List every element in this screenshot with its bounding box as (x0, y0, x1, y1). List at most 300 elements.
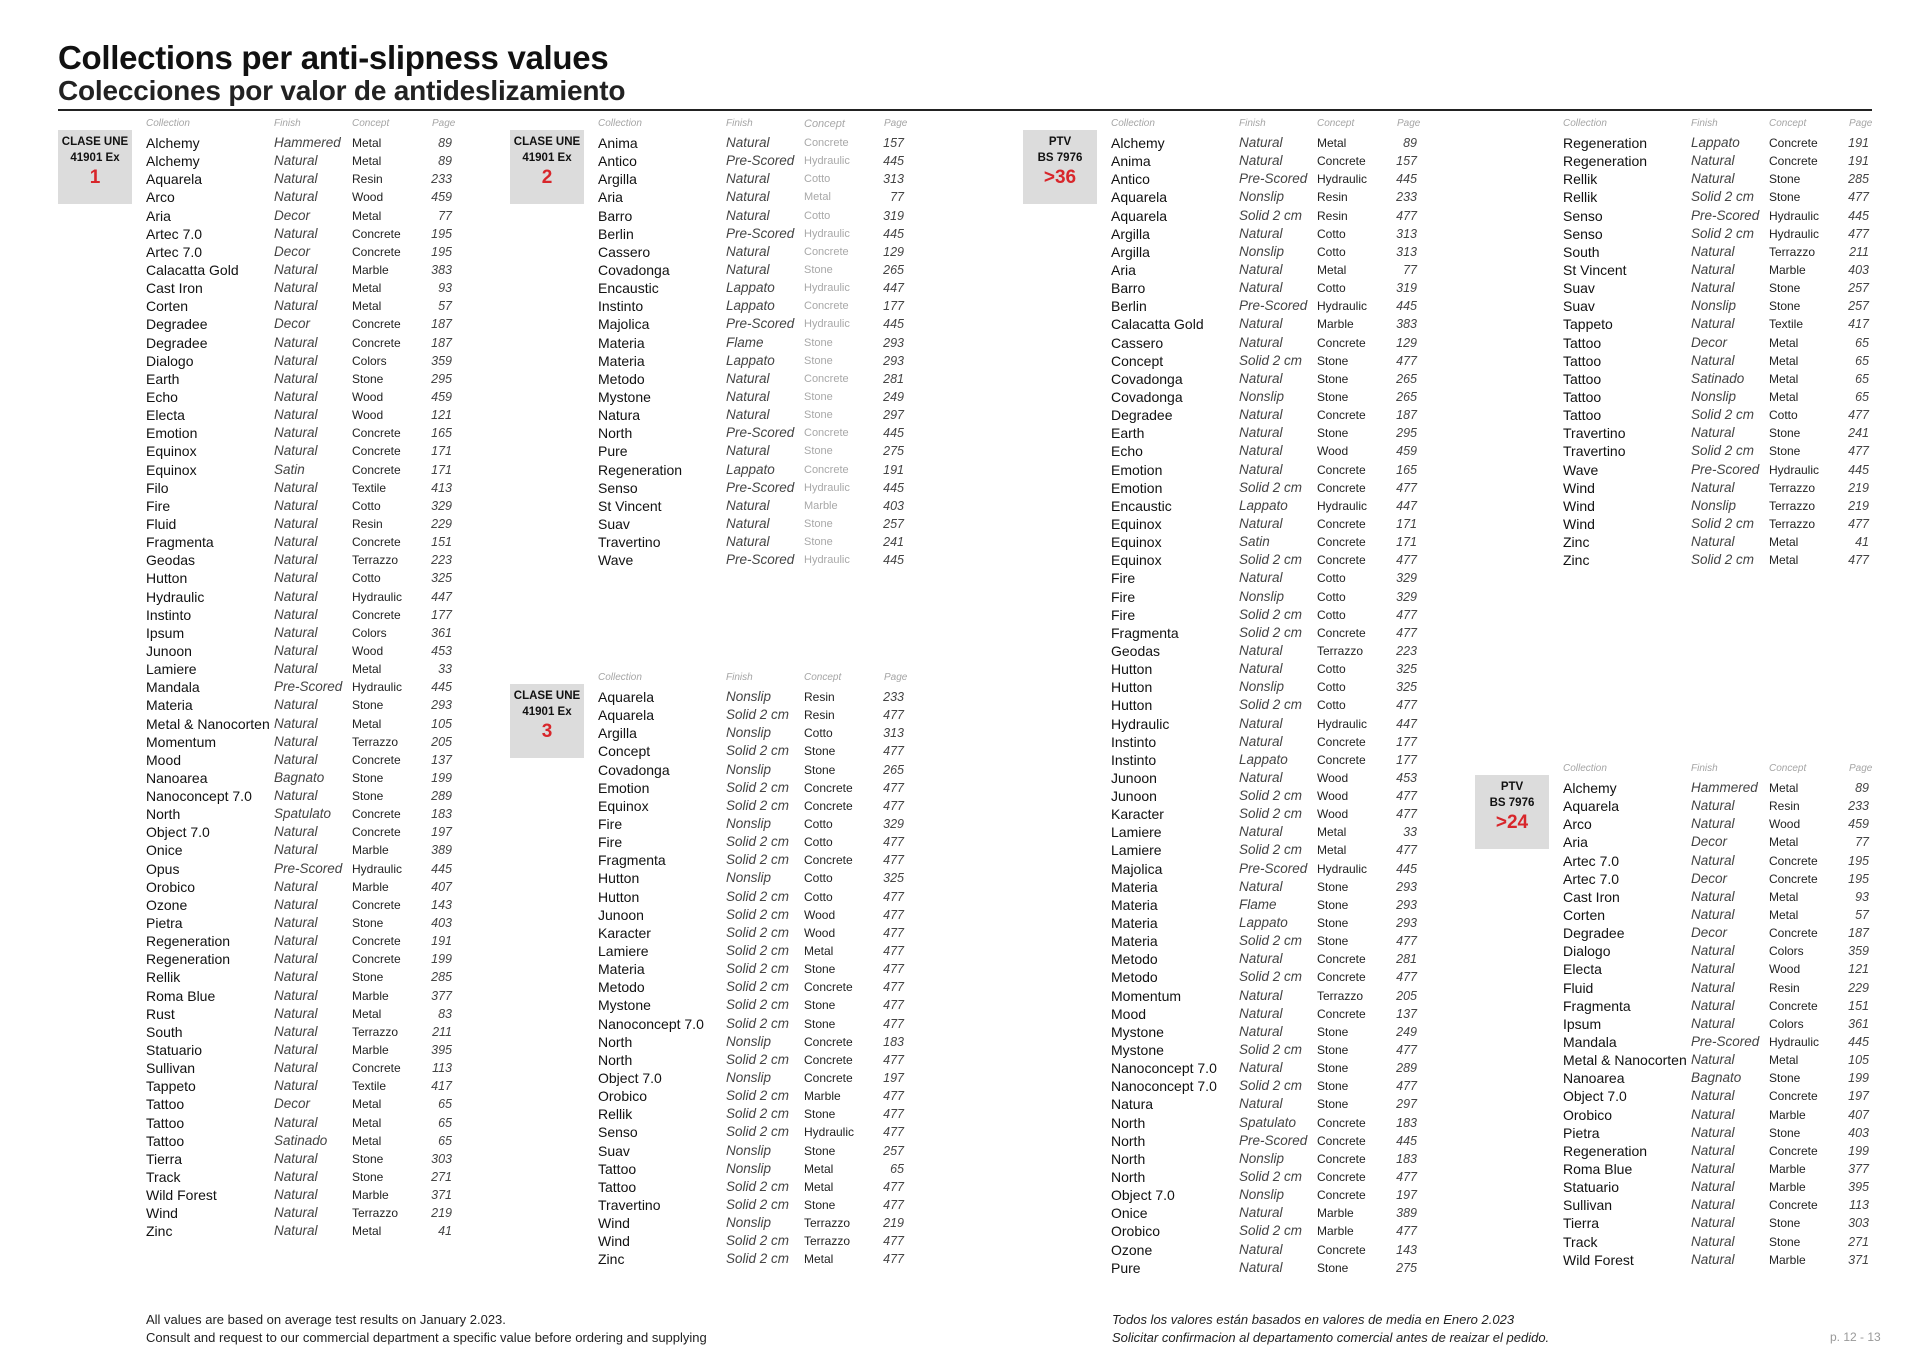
page-cell: 89 (438, 136, 452, 150)
page-cell: 477 (1848, 516, 1869, 531)
finish-cell: Solid 2 cm (726, 1015, 790, 1031)
concept-cell: Marble (352, 262, 389, 277)
concept-cell: Marble (1317, 1224, 1354, 1239)
page-cell: 477 (883, 1052, 904, 1067)
concept-cell: Concrete (1769, 1198, 1818, 1213)
collection-name: Aquarela (1111, 207, 1168, 224)
page-cell: 233 (1848, 799, 1869, 814)
page-cell: 113 (432, 1061, 452, 1076)
concept-cell: Stone (1317, 897, 1349, 912)
finish-cell: Solid 2 cm (1239, 1169, 1303, 1185)
finish-cell: Natural (274, 334, 318, 350)
page-cell: 293 (883, 353, 904, 368)
concept-cell: Colors (1769, 944, 1804, 959)
collection-name: Mood (146, 751, 182, 768)
collection-name: Materia (1111, 915, 1158, 932)
concept-cell: Cotto (1317, 662, 1346, 677)
page-cell: 361 (431, 625, 452, 640)
page-cell: 57 (438, 299, 452, 314)
concept-cell: Cotto (804, 871, 833, 886)
collection-name: Materia (1111, 896, 1158, 913)
concept-cell: Textile (1769, 317, 1804, 332)
concept-cell: Metal (352, 136, 382, 150)
concept-cell: Stone (804, 962, 836, 977)
finish-cell: Natural (274, 189, 318, 205)
collection-name: Orobico (598, 1088, 648, 1105)
finish-cell: Solid 2 cm (1239, 1078, 1303, 1094)
collection-name: Suav (1563, 280, 1595, 297)
page-cell: 187 (1848, 926, 1869, 941)
concept-cell: Hydraulic (804, 282, 850, 295)
collection-name: Rellik (598, 1106, 633, 1123)
collection-name: Natura (598, 407, 641, 424)
collection-name: Cassero (598, 243, 651, 260)
page-cell: 477 (883, 907, 904, 922)
collection-name: Tattoo (146, 1096, 185, 1113)
finish-cell: Solid 2 cm (726, 1106, 790, 1122)
finish-cell: Bagnato (1691, 1070, 1742, 1086)
concept-cell: Concrete (804, 463, 849, 476)
concept-cell: Metal (804, 1161, 834, 1176)
collection-name: Mystone (1111, 1023, 1164, 1040)
finish-cell: Nonslip (1691, 298, 1737, 314)
collection-name: Mystone (598, 997, 651, 1014)
page-cell: 459 (431, 190, 452, 205)
column-header-concept: Concept (1317, 118, 1355, 129)
finish-cell: Natural (274, 1205, 318, 1221)
page-subtitle: Colecciones por valor de antideslizamiento (58, 75, 626, 106)
collection-name: Fire (1111, 588, 1136, 605)
finish-cell: Solid 2 cm (726, 1051, 790, 1067)
finish-cell: Solid 2 cm (726, 779, 790, 795)
collection-name: South (1563, 243, 1600, 260)
page-cell: 41 (1855, 535, 1869, 550)
collection-name: Ipsum (1563, 1015, 1602, 1032)
collection-name: Echo (1111, 443, 1143, 460)
concept-cell: Stone (804, 390, 833, 403)
collection-name: Earth (1111, 425, 1145, 442)
finish-cell: Natural (274, 261, 318, 277)
concept-cell: Concrete (804, 1070, 853, 1085)
page-cell: 477 (1396, 970, 1417, 985)
finish-cell: Decor (1691, 334, 1728, 350)
collection-name: Materia (146, 697, 193, 714)
collection-name: North (598, 1051, 633, 1068)
finish-cell: Solid 2 cm (1239, 479, 1303, 495)
concept-cell: Metal (1769, 835, 1799, 850)
finish-cell: Natural (1691, 280, 1735, 296)
page-cell: 477 (1396, 789, 1417, 804)
concept-cell: Stone (804, 744, 836, 759)
concept-cell: Resin (1317, 190, 1348, 205)
page-cell: 121 (431, 408, 452, 423)
finish-cell: Solid 2 cm (726, 1178, 790, 1194)
finish-cell: Bagnato (274, 769, 325, 785)
collection-name: Materia (1111, 878, 1158, 895)
concept-cell: Textile (352, 480, 387, 495)
concept-cell: Concrete (352, 952, 401, 967)
concept-cell: Concrete (1317, 535, 1366, 550)
concept-cell: Concrete (352, 934, 401, 949)
collection-name: Aria (1111, 261, 1136, 278)
page-cell: 233 (1396, 190, 1417, 205)
concept-cell: Colors (352, 625, 387, 640)
page-cell: 199 (1848, 1071, 1869, 1086)
collection-name: Hutton (1111, 661, 1153, 678)
collection-name: Degradee (146, 334, 208, 351)
concept-cell: Stone (352, 698, 384, 713)
column-header-page: Page (1849, 763, 1873, 774)
finish-cell: Natural (1691, 997, 1735, 1013)
collection-name: Argilla (1111, 243, 1150, 260)
collection-name: Suav (598, 1142, 630, 1159)
concept-cell: Wood (352, 190, 384, 205)
finish-cell: Solid 2 cm (726, 979, 790, 995)
concept-cell: Wood (1317, 807, 1349, 822)
finish-cell: Nonslip (1239, 388, 1285, 404)
collection-name: Encaustic (1111, 497, 1172, 514)
collection-name: Tattoo (146, 1132, 185, 1149)
finish-cell: Natural (274, 878, 318, 894)
page-cell: 313 (1396, 226, 1417, 241)
finish-cell: Lappato (1239, 497, 1288, 513)
page-cell: 459 (431, 389, 452, 404)
page-cell: 197 (431, 825, 452, 840)
page-cell: 89 (1855, 781, 1869, 795)
page-cell: 249 (1396, 1024, 1417, 1039)
finish-cell: Lappato (1239, 751, 1288, 767)
finish-cell: Nonslip (726, 1069, 772, 1085)
collection-name: Hutton (598, 870, 640, 887)
finish-cell: Nonslip (726, 761, 772, 777)
collection-name: Momentum (146, 733, 217, 750)
column-header-collection: Collection (598, 672, 642, 683)
concept-cell: Stone (1317, 389, 1349, 404)
page-cell: 477 (883, 998, 904, 1013)
concept-cell: Metal (352, 299, 382, 314)
concept-cell: Hydraulic (1317, 861, 1368, 876)
collection-name: Wave (1563, 461, 1599, 478)
column-header-finish: Finish (1239, 118, 1266, 129)
collection-name: Roma Blue (1563, 1160, 1633, 1177)
rating-standard-label: CLASE UNE (513, 690, 581, 702)
collection-name: Aria (598, 189, 623, 206)
concept-cell: Stone (804, 998, 836, 1013)
collection-name: Materia (598, 334, 645, 351)
collection-name: Momentum (1111, 987, 1182, 1004)
concept-cell: Marble (1769, 1180, 1806, 1195)
concept-cell: Concrete (804, 1052, 853, 1067)
page-cell: 359 (431, 353, 452, 368)
concept-cell: Marble (352, 879, 389, 894)
finish-cell: Natural (274, 552, 318, 568)
finish-cell: Natural (726, 370, 770, 386)
page-cell: 325 (431, 571, 452, 586)
concept-cell: Stone (1317, 1079, 1349, 1094)
finish-cell: Natural (726, 243, 770, 259)
rating-value: >36 (1043, 167, 1077, 188)
collection-name: Mandala (146, 679, 200, 696)
collection-name: Covadonga (598, 261, 670, 278)
concept-cell: Concrete (1317, 1151, 1366, 1166)
concept-cell: Stone (1317, 934, 1349, 949)
collection-name: Zinc (598, 1251, 625, 1268)
page-cell: 329 (431, 498, 452, 513)
collection-name: Cast Iron (146, 280, 203, 297)
page-cell: 417 (431, 1079, 452, 1094)
concept-cell: Concrete (1317, 480, 1366, 495)
concept-cell: Marble (1769, 1161, 1806, 1176)
page-cell: 199 (431, 770, 452, 785)
concept-cell: Stone (804, 1016, 836, 1031)
collection-name: Lamiere (1111, 824, 1162, 841)
page-cell: 129 (1396, 335, 1417, 350)
collection-name: Arco (1563, 816, 1592, 833)
finish-cell: Natural (1691, 425, 1735, 441)
page-cell: 171 (1396, 516, 1417, 531)
concept-cell: Colors (352, 353, 387, 368)
collection-name: Artec 7.0 (146, 225, 203, 242)
page-cell: 65 (1855, 371, 1869, 386)
finish-cell: Natural (1691, 1160, 1735, 1176)
page-cell: 477 (1396, 1170, 1417, 1185)
finish-cell: Hammered (1691, 780, 1758, 795)
collection-name: Onice (1111, 1205, 1148, 1222)
collection-name: Fire (598, 815, 623, 832)
page-cell: 477 (1396, 843, 1417, 858)
collection-name: Argilla (598, 171, 637, 188)
concept-cell: Concrete (1317, 516, 1366, 531)
collection-name: Degradee (1563, 925, 1625, 942)
rating-badge (510, 684, 584, 758)
concept-cell: Marble (352, 988, 389, 1003)
finish-cell: Natural (1239, 1060, 1283, 1076)
concept-cell: Terrazzo (1769, 244, 1816, 259)
concept-cell: Hydraulic (804, 554, 850, 567)
concept-cell: Concrete (352, 426, 401, 441)
concept-cell: Hydraulic (804, 318, 850, 331)
collection-name: Hydraulic (1111, 715, 1170, 732)
collection-name: Tattoo (598, 1178, 637, 1195)
concept-cell: Stone (1769, 281, 1801, 296)
collection-name: North (1111, 1132, 1146, 1149)
finish-cell: Natural (1239, 461, 1283, 477)
page-cell: 477 (883, 1107, 904, 1122)
collection-name: Majolica (1111, 860, 1163, 877)
concept-cell: Wood (352, 408, 384, 423)
collection-name: Emotion (1111, 461, 1163, 478)
finish-cell: Natural (1239, 824, 1283, 840)
page-cell: 325 (1396, 680, 1417, 695)
finish-cell: Solid 2 cm (1239, 352, 1303, 368)
rating-badge (510, 130, 584, 204)
collection-name: Opus (146, 860, 180, 877)
collection-name: Onice (146, 842, 183, 859)
collection-name: Nanoarea (1563, 1070, 1625, 1087)
collection-name: Tattoo (1563, 334, 1602, 351)
rating-badge (1023, 130, 1097, 204)
page-cell: 187 (431, 335, 452, 350)
page-cell: 477 (883, 1089, 904, 1104)
finish-cell: Natural (726, 261, 770, 277)
finish-cell: Nonslip (1239, 1187, 1285, 1203)
concept-cell: Cotto (804, 835, 833, 850)
concept-cell: Concrete (804, 1034, 853, 1049)
page-cell: 445 (1396, 1133, 1417, 1148)
page-cell: 477 (1396, 807, 1417, 822)
concept-cell: Wood (804, 907, 836, 922)
concept-cell: Concrete (1769, 1089, 1818, 1104)
page-cell: 199 (1848, 1143, 1869, 1158)
finish-cell: Spatulato (274, 806, 332, 822)
collection-name: Wind (1563, 497, 1595, 514)
concept-cell: Cotto (1317, 607, 1346, 622)
page-cell: 403 (431, 916, 452, 931)
finish-cell: Nonslip (726, 1215, 772, 1231)
finish-cell: Solid 2 cm (726, 1251, 790, 1267)
collection-name: Hydraulic (146, 588, 205, 605)
page-cell: 229 (1848, 980, 1869, 995)
concept-cell: Concrete (1317, 335, 1366, 350)
concept-cell: Concrete (804, 980, 853, 995)
page-cell: 445 (883, 480, 904, 495)
finish-cell: Natural (1239, 1205, 1283, 1221)
finish-cell: Nonslip (1239, 1150, 1285, 1166)
rating-standard-label: CLASE UNE (513, 136, 581, 148)
concept-cell: Concrete (1769, 136, 1818, 150)
collection-name: Junoon (1111, 769, 1157, 786)
page-cell: 445 (431, 861, 452, 876)
concept-cell: Hydraulic (1317, 299, 1368, 314)
collection-name: Track (1563, 1233, 1598, 1250)
page-cell: 445 (883, 226, 904, 241)
collection-name: Emotion (598, 779, 650, 796)
finish-cell: Natural (274, 515, 318, 531)
page-cell: 195 (431, 244, 452, 259)
page-cell: 65 (1855, 353, 1869, 368)
finish-cell: Decor (274, 207, 311, 223)
collection-name: Cassero (1111, 334, 1164, 351)
concept-cell: Terrazzo (1317, 988, 1364, 1003)
collection-name: Tierra (146, 1150, 183, 1167)
rating-value: 3 (541, 721, 553, 742)
rating-value: 1 (89, 167, 101, 188)
collection-name: Anima (598, 135, 638, 151)
page-cell: 361 (1848, 1016, 1869, 1031)
finish-cell: Natural (1691, 888, 1735, 904)
collection-name: Barro (1111, 280, 1146, 297)
finish-cell: Natural (274, 370, 318, 386)
page-cell: 319 (883, 208, 904, 223)
finish-cell: Natural (1239, 515, 1283, 531)
collection-name: Fire (146, 497, 171, 514)
finish-cell: Natural (1691, 1233, 1735, 1249)
column-header-concept: Concept (352, 118, 390, 129)
concept-cell: Metal (1769, 781, 1799, 795)
concept-cell: Metal (1769, 907, 1799, 922)
concept-cell: Stone (352, 916, 384, 931)
rating-standard-label: CLASE UNE (61, 136, 129, 148)
concept-cell: Stone (352, 789, 384, 804)
page-cell: 297 (883, 408, 904, 423)
finish-cell: Natural (274, 1042, 318, 1058)
concept-cell: Marble (352, 1043, 389, 1058)
finish-cell: Pre-Scored (1691, 1033, 1760, 1049)
page-cell: 195 (1848, 871, 1869, 886)
page-cell: 293 (883, 335, 904, 350)
concept-cell: Marble (804, 499, 838, 512)
collection-name: Wind (598, 1233, 630, 1250)
page-cell: 477 (1396, 208, 1417, 223)
concept-cell: Concrete (804, 245, 849, 258)
page-cell: 257 (883, 516, 904, 531)
collection-name: North (1111, 1114, 1146, 1131)
finish-cell: Pre-Scored (274, 679, 343, 695)
concept-cell: Terrazzo (352, 1024, 399, 1039)
concept-cell: Marble (1317, 1206, 1354, 1221)
concept-cell: Terrazzo (1769, 498, 1816, 513)
finish-cell: Natural (726, 388, 770, 404)
finish-cell: Natural (274, 352, 318, 368)
page-cell: 211 (432, 1024, 452, 1039)
concept-cell: Concrete (804, 300, 849, 313)
page-cell: 477 (883, 943, 904, 958)
page-cell: 477 (1848, 408, 1869, 423)
finish-cell: Natural (274, 407, 318, 423)
finish-cell: Natural (1691, 798, 1735, 814)
finish-cell: Natural (274, 788, 318, 804)
collection-name: Tattoo (1563, 370, 1602, 387)
finish-cell: Natural (1691, 1179, 1735, 1195)
page-title: Collections per anti-slipness values (58, 39, 609, 76)
page-cell: 395 (1848, 1180, 1869, 1195)
collection-name: Suav (1563, 298, 1595, 315)
collection-name: Senso (598, 1124, 638, 1141)
page-cell: 371 (1848, 1252, 1869, 1267)
finish-cell: Natural (274, 896, 318, 912)
page-cell: 453 (1396, 770, 1417, 785)
page-cell: 129 (883, 244, 904, 259)
page-cell: 191 (1848, 154, 1869, 169)
page-cell: 389 (431, 843, 452, 858)
finish-cell: Natural (274, 842, 318, 858)
concept-cell: Metal (352, 716, 382, 731)
concept-cell: Stone (1769, 1071, 1801, 1086)
concept-cell: Stone (352, 970, 384, 985)
page-cell: 219 (431, 1206, 452, 1221)
finish-cell: Nonslip (726, 1142, 772, 1158)
collection-name: Hutton (1111, 697, 1153, 714)
finish-cell: Natural (274, 642, 318, 658)
finish-cell: Pre-Scored (726, 225, 795, 241)
collection-name: Metodo (1111, 969, 1158, 986)
finish-cell: Nonslip (726, 815, 772, 831)
page-cell: 77 (438, 208, 452, 223)
column-header-concept: Concept (804, 118, 845, 130)
concept-cell: Metal (804, 1179, 834, 1194)
finish-cell: Natural (1239, 733, 1283, 749)
finish-cell: Natural (1691, 1088, 1735, 1104)
concept-cell: Concrete (1317, 1188, 1366, 1203)
collection-name: Sullivan (146, 1060, 196, 1077)
concept-cell: Stone (1317, 1024, 1349, 1039)
finish-cell: Solid 2 cm (1239, 806, 1303, 822)
collection-name: Emotion (146, 425, 198, 442)
page-cell: 477 (883, 1234, 904, 1249)
rating-value: >24 (1495, 812, 1529, 833)
concept-cell: Wood (1317, 770, 1349, 785)
collection-name: Track (146, 1169, 181, 1186)
